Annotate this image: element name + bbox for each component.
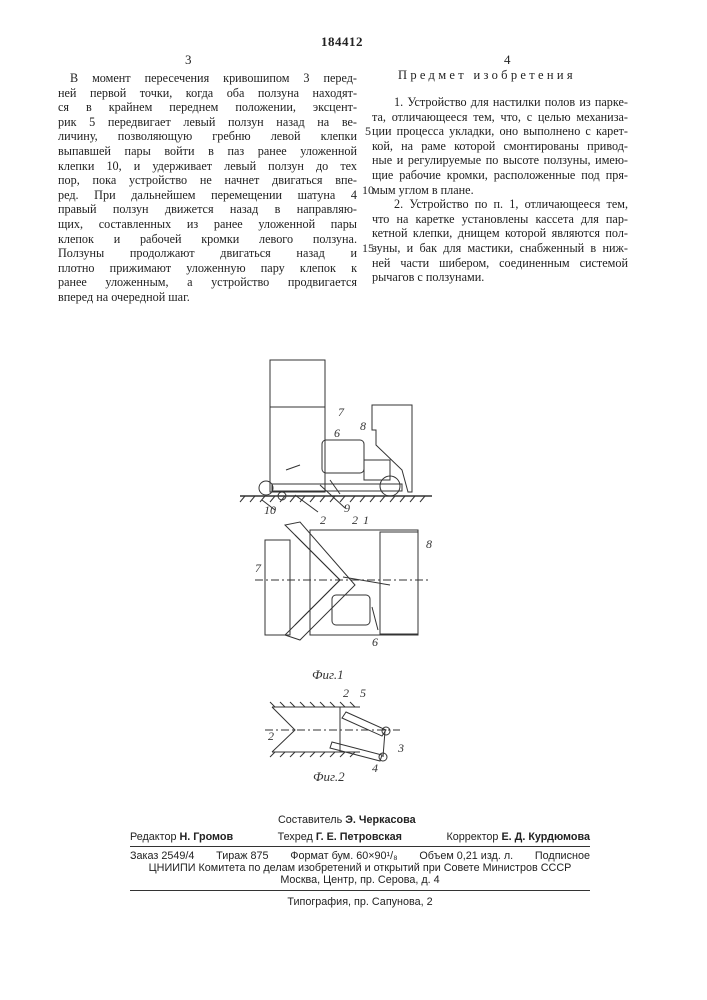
- fig2-label: 3: [397, 741, 404, 755]
- fig2-label: 2: [268, 729, 274, 743]
- compiler-label: Составитель: [278, 814, 342, 826]
- text-line: щих, составленных из ранее уложенной пары: [58, 217, 357, 232]
- fig1-label: 2: [352, 513, 358, 527]
- text-line: выпавшей пары войти в паз ранее уложенной: [58, 144, 357, 159]
- fig1-label: 9: [344, 501, 350, 515]
- text-line: что на каретке установлены кассета для пар-: [372, 212, 628, 227]
- line-number: 10: [362, 183, 374, 198]
- text-line: личину, позволяющую гребню левой клепки: [58, 129, 357, 144]
- text-line: ные и регулируемые по высоте ползуны, имею-: [372, 153, 628, 168]
- corrector-name: Е. Д. Курдюмова: [501, 831, 590, 843]
- compiler-line: [278, 814, 416, 826]
- address: Москва, Центр, пр. Серова, д. 4: [130, 874, 590, 886]
- fig1-label: 7: [338, 405, 345, 419]
- claims-heading: Предмет изобретения: [398, 68, 576, 83]
- techred-label: Техред: [278, 831, 313, 843]
- print-info-line: [130, 850, 590, 862]
- text-line: вперед на очередной шаг.: [58, 290, 357, 305]
- text-line: кетной клепки, днищем которой являются пол-: [372, 226, 628, 241]
- text-line: 2. Устройство по п. 1, отличающееся тем,: [372, 197, 628, 212]
- text-line: рычагов с ползунами.: [372, 270, 628, 285]
- text-line: кой, на раме которой смонтированы привод-: [372, 139, 628, 154]
- fig2-label: 5: [360, 686, 366, 700]
- fig2-caption: Фиг.2: [313, 769, 345, 784]
- page-number-right: 4: [504, 52, 511, 68]
- text-line: та, отличающееся тем, что, с целью механиза-: [372, 110, 628, 125]
- order-number: Заказ 2549/4: [130, 850, 194, 862]
- text-line: рик 5 передвигает левый ползун назад на ве-: [58, 115, 357, 130]
- text-line: зуны, и бак для мастики, снабженный в ниж-: [372, 241, 628, 256]
- text-line: 1. Устройство для настилки полов из парке-: [372, 95, 628, 110]
- printer: Типография, пр. Сапунова, 2: [130, 896, 590, 908]
- circulation: Тираж 875: [216, 850, 268, 862]
- text-line: щие рабочие кромки, расположенные под пря-: [372, 168, 628, 183]
- techred-name: Г. Е. Петровская: [316, 831, 402, 843]
- corrector-label: Корректор: [446, 831, 498, 843]
- fig1-label: 8: [360, 419, 366, 433]
- fig2-label: 4: [372, 761, 378, 775]
- publisher: ЦНИИПИ Комитета по делам изобретений и открытий при Совете Министров СССР: [130, 862, 590, 874]
- fig1-label: 10: [264, 503, 276, 517]
- figure-2: [265, 702, 400, 761]
- line-number: 15: [362, 241, 374, 256]
- fig1-label: 8: [426, 537, 432, 551]
- fig1-label: 6: [372, 635, 378, 649]
- editor-label: Редактор: [130, 831, 176, 843]
- text-line: ред. При дальнейшем перемещении шатуна 4: [58, 188, 357, 203]
- divider: [130, 846, 590, 847]
- text-line: клепок и рабочей кромки левого ползуна.: [58, 232, 357, 247]
- editor-name: Н. Громов: [179, 831, 233, 843]
- text-line: Ползуны продолжают двигаться назад и: [58, 246, 357, 261]
- text-line: ся в крайнем переднем положении, эксцент-: [58, 100, 357, 115]
- fig1-label: 2: [320, 513, 326, 527]
- paper-format: Формат бум. 60×90¹/₈: [290, 850, 397, 862]
- fig2-label: 2: [343, 686, 349, 700]
- text-line: ции процесса укладки, оно выполнено с карет-: [372, 124, 628, 139]
- text-line: ней части шибером, соединенным системой: [372, 256, 628, 271]
- volume: Объем 0,21 изд. л.: [419, 850, 513, 862]
- fig1-caption: Фиг.1: [312, 667, 344, 682]
- text-line: пор, пока устройство не начнет двигаться впе-: [58, 173, 357, 188]
- divider: [130, 890, 590, 891]
- text-line: ранее уложенным, а устройство продвигается: [58, 275, 357, 290]
- fig1-label: 7: [255, 561, 262, 575]
- fig1-label: 6: [334, 426, 340, 440]
- figure-1-plan-view: [255, 522, 430, 640]
- compiler-name: Э. Черкасова: [345, 814, 415, 826]
- text-line: В момент пересечения кривошипом 3 перед-: [58, 71, 357, 86]
- line-number: 5: [365, 124, 371, 139]
- text-line: ней первой точки, когда оба ползуна находят-: [58, 86, 357, 101]
- fig1-label: 1: [363, 513, 369, 527]
- credits-line: [130, 831, 590, 843]
- subscription: Подписное: [535, 850, 590, 862]
- text-line: мым углом в плане.: [372, 183, 628, 198]
- page-number-left: 3: [185, 52, 192, 68]
- text-line: плотно прижимают уложенную пару клепок к: [58, 261, 357, 276]
- text-line: клепки 10, и удерживает левый ползун до тех: [58, 159, 357, 174]
- patent-number: 184412: [321, 34, 363, 50]
- text-line: правый ползун движется назад в направляю-: [58, 202, 357, 217]
